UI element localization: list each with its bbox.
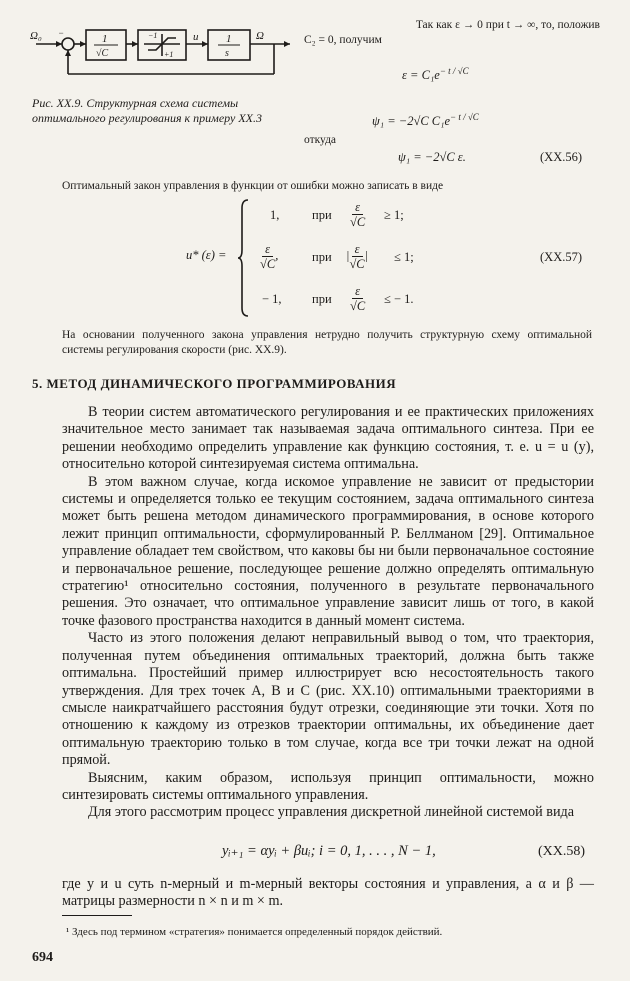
equation-58: yᵢ₊₁ = αyᵢ + βuᵢ; i = 0, 1, . . . , N − 1,	[222, 843, 436, 859]
paragraph-3: Часто из этого положения делают неправильный вывод о том, что траектория, полученная путем объединения оптимальных траекторий, должна быть также оптимальна. Простейший пример иллюстрирует всю несостоятельность такого утверждения. Для трех точек A, B и C (рис. XX.10) оптимальными траекториями в смысле наикратчайшего расстояния будут отрезки, соединяющие эти точки. Хотя по отношению к каждому из отрезков траектории оптимальны, их объединение дает оптимальную траекторию только в том случае, когда все три точки лежат на одной прямой.	[62, 630, 594, 769]
equation-epsilon	[402, 66, 469, 83]
law-lhs: u* (ε) =	[186, 248, 227, 262]
case2-condition-word: при	[312, 250, 332, 264]
equation-psi-exponent: − t / √C	[450, 112, 479, 122]
diagram-block2-top: −1	[148, 31, 158, 40]
equation-number-57: (XX.57)	[540, 250, 583, 264]
law-intro: Оптимальный закон управления в функции от ошибки можно записать в виде	[62, 180, 444, 192]
equation-psi	[372, 112, 479, 129]
case2-condition: ≤ 1;	[394, 250, 414, 264]
law-after-text: На основании полученного закона управления нетрудно получить структурную схему оптимальной системы регулирования скорости (рис. XX.9).	[62, 329, 592, 356]
case2-frac-num: ε	[262, 242, 273, 257]
diagram-sum-sign: −	[58, 28, 65, 38]
condition-line-2: C₂ = 0, получим	[304, 34, 382, 46]
equation-epsilon-base: ε = C₁e	[402, 68, 440, 83]
case1-frac-den: √C	[350, 215, 366, 229]
case2-cond-den: √C	[349, 257, 365, 271]
diagram-block3-num: 1	[226, 33, 232, 45]
case3-frac-den: √C	[350, 299, 366, 313]
figure-caption: Рис. XX.9. Структурная схема системы оптимального регулирования к примеру XX.3	[32, 96, 262, 125]
otkuda-text: откуда	[304, 134, 337, 146]
left-brace	[236, 198, 252, 318]
case3-condition-word: при	[312, 292, 332, 306]
case2-fraction: | $\frac{\varepsilon}{√C}$ |	[346, 242, 369, 271]
case2-frac-den: √C	[260, 257, 276, 271]
equation-psi-base: ψ₁ = −2√C C₁e	[372, 114, 451, 129]
case2-cond-num: ε	[352, 242, 363, 257]
case1-fraction	[350, 200, 365, 229]
diagram-block1-num: 1	[102, 33, 108, 45]
block-diagram	[28, 22, 298, 88]
footnote: ¹ Здесь под термином «стратегия» понимается определенный порядок действий.	[66, 926, 443, 938]
main-text	[62, 404, 594, 822]
case1-condition-word: при	[312, 208, 332, 222]
case1-value: 1,	[270, 208, 280, 222]
case1-frac-num: ε	[352, 200, 363, 215]
paragraph-1: В теории систем автоматического регулирования и ее практических приложениях значительное место занимает так называемая задача оптимального синтеза. При ее решении необходимо определить управление как функцию состояния, т. е. u = u (y), относительно которой синтезируемая система оптимальна.	[62, 404, 594, 473]
equation-number-58: (XX.58)	[538, 844, 586, 859]
case3-value: − 1,	[262, 292, 282, 306]
footnote-rule	[62, 915, 132, 916]
paragraph-2: В этом важном случае, когда искомое управление не зависит от предыстории системы и определяется только ее текущим состоянием, задача оптимального синтеза может быть решена методом динамического программирования, в основе которого лежит принцип оптимальности, сформулированный Р. Беллманом [29]. Оптимальное управление обладает тем свойством, что каковы бы ни были первоначальное состояние и первоначальное решение, последующее решение должно определять оптимальную стратегию¹ относительно состояния, полученного в результате первоначального решения. Это означает, что оптимальное управление зависит лишь от того, в какой точке фазового пространства находится в данный момент система.	[62, 473, 594, 629]
diagram-block1-den: √C	[96, 48, 109, 59]
case3-condition: ≤ − 1.	[384, 292, 414, 306]
condition-line-1: Так как ε → 0 при t → ∞, то, положив	[415, 19, 600, 31]
case2-value: $\frac{\varepsilon}{√C}$ ,	[260, 242, 279, 271]
diagram-output-label: Ω	[256, 30, 264, 42]
page-number: 694	[32, 950, 53, 965]
paragraph-5: Для этого рассмотрим процесс управления дискретной линейной системой вида	[88, 804, 575, 821]
equation-psi-final: ψ₁ = −2√C ε.	[398, 150, 466, 164]
case1-condition: ≥ 1;	[384, 208, 404, 222]
diagram-input-label: Ω₀	[30, 30, 42, 42]
paragraph-4: Выясним, каким образом, используя принцип оптимальности, можно синтезировать системы оптимального управления.	[62, 769, 594, 803]
equation-epsilon-exponent: − t / √C	[439, 66, 469, 76]
diagram-block3-den: s	[225, 48, 229, 59]
section-header: 5. МЕТОД ДИНАМИЧЕСКОГО ПРОГРАММИРОВАНИЯ	[32, 376, 397, 391]
case3-frac-num: ε	[352, 284, 363, 299]
after-equation-text: где y и u суть n-мерный и m-мерный векторы состояния и управления, а α и β — матрицы размерности n × n и m × m.	[62, 876, 594, 910]
diagram-u-label: u	[193, 31, 199, 43]
equation-number-56: (XX.56)	[540, 150, 583, 164]
diagram-block2-bottom: +1	[164, 50, 174, 59]
case3-fraction	[350, 284, 365, 313]
